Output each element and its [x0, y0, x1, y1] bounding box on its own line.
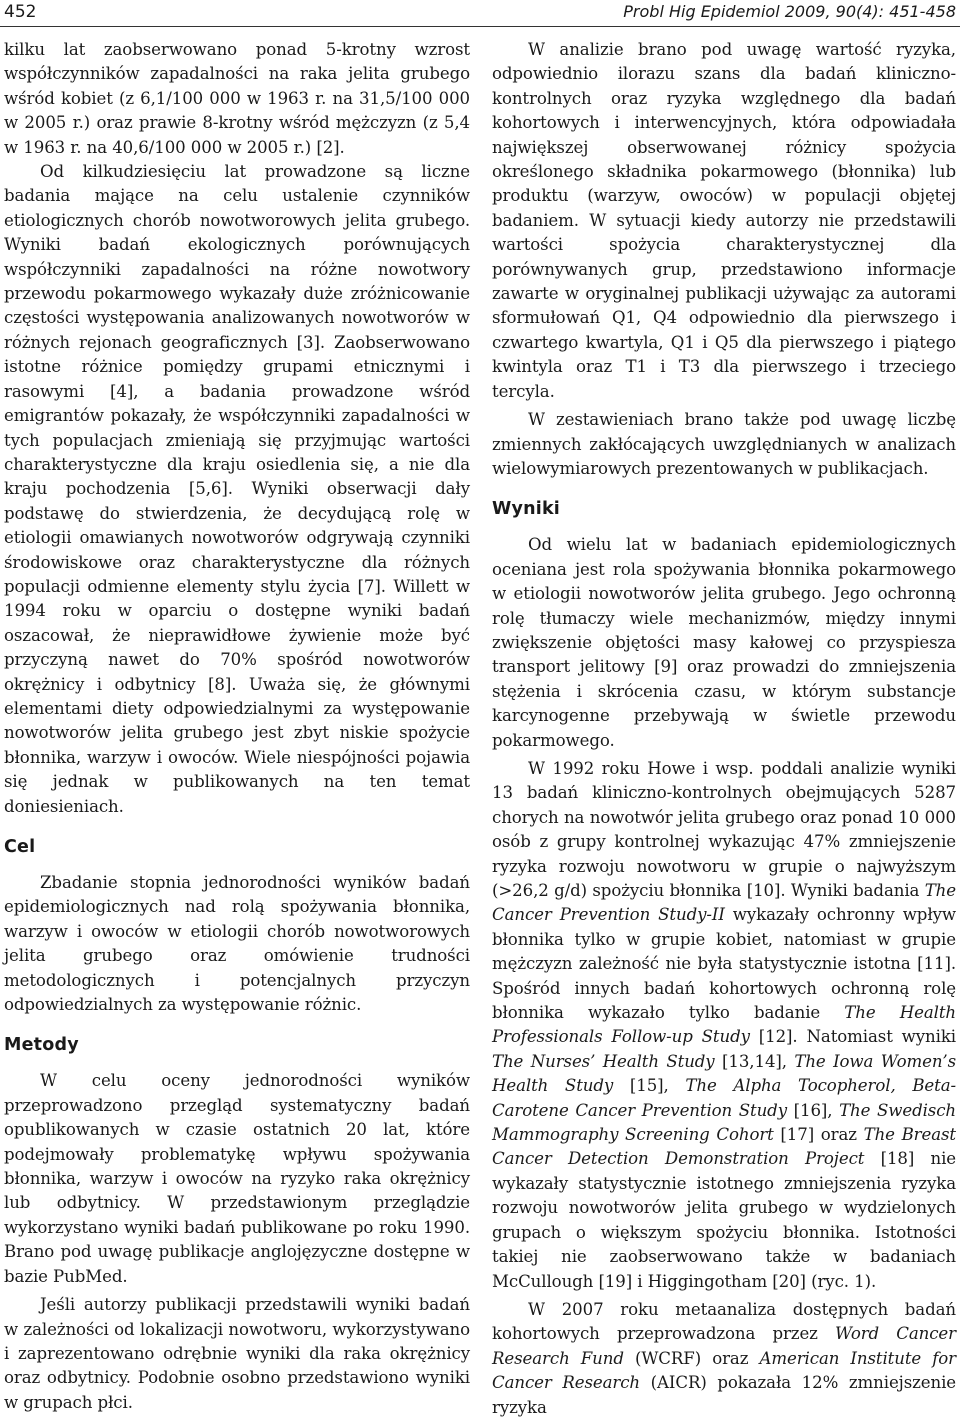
text-run: [17] oraz [773, 1125, 864, 1145]
paragraph-wyniki-1: Od wielu lat w badaniach epidemiologicznych oceniana jest rola spożywania błonnika pokarmowego w etiologii nowotworów jelita grubego. Jego ochronną rolę tłumaczy wiele mechanizmów, między innymi zwiększenie objętości masy kałowej co przyspiesza transport jelitowy [9] oraz prowadzi do zmniejszenia stężenia i skrócenia czasu, w którym substancje karcynogenne przebywają w świetle przewodu pokarmowego. [492, 535, 956, 750]
section-heading-metody: Metody [4, 1035, 79, 1056]
section-heading-cel: Cel [4, 837, 36, 857]
paragraph-cel: Zbadanie stopnia jednorodności wyników badań epidemiologicznych nad rolą spożywania błonnika, warzyw i owoców w etiologii chorób nowotworowych jelita grubego oraz omówienie trudności metodologicznych i potencjalnych przyczyn odpowiedzialnych za występowanie różnic. [4, 873, 470, 1015]
paragraph-metody-2: Jeśli autorzy publikacji przedstawili wyniki badań w zależności od lokalizacji nowotworu, wykorzystywano i zaprezentowano odrębnie wyniki dla raka okrężnicy oraz odbytnicy. Podobnie osobno przedstawiono wyniki w grupach płci. [4, 1295, 470, 1412]
text-run: (WCRF) oraz [623, 1348, 760, 1368]
left-column [4, 38, 470, 1415]
right-column [492, 38, 956, 1420]
text-run: [12]. Natomiast wyniki [749, 1027, 956, 1047]
paragraph-etiology: Od kilkudziesięciu lat prowadzone są liczne badania mające na celu ustalenie czynników etiologicznych chorób nowotworowych jelita grubego. Wyniki badań ekologicznych porównujących współczynniki zapadalności na różne nowotwory przewodu pokarmowego wykazały duże zróżnicowanie częstości występowania analizowanych nowotworów w różnych rejonach geograficznych [3]. Zaobserwowano istotne różnice pomiędzy grupami etnicznymi i rasowymi [4], a badania prowadzone wśród emigrantów pokazały, że współczynniki zapadalności w tych populacjach zmieniają się przyjmując wartości charakterystyczne dla kraju osiedlenia się, a nie dla kraju pochodzenia [5,6]. Wyniki obserwacji dały podstawę do stwierdzenia, że decydującą rolę w etiologii omawianych nowotworów odgrywają czynniki środowiskowe oraz charakterystyczne dla różnych populacji odmienne elementy stylu życia [7]. Willett w 1994 roku w oparciu o dostępne wyniki badań oszacował, że nieprawidłowe żywienie może być przyczyną nawet do 70% spośród nowotworów okrężnicy i odbytnicy [8]. Uważa się, że głównymi elementami diety odpowiedzialnymi za występowanie nowotworów jelita grubego jest zbyt niskie spożycie błonnika, warzyw i owoców. Wiele niespójności pojawia się jednak w publikowanych na ten temat doniesieniach. [4, 162, 470, 816]
paragraph-metody-1: W celu oceny jednorodności wyników przeprowadzono przegląd systematyczny badań opublikowanych w czasie ostatnich 20 lat, które podejmowały problematykę wpływu spożywania błonnika, warzyw i owoców na ryzyko raka okrężnicy lub odbytnicy. W przedstawionym przeglądzie wykorzystano wyniki badań publikowane po roku 1990. Brano pod uwagę publikacje anglojęzyczne dostępne w bazie PubMed. [4, 1071, 470, 1286]
page-number: 452 [4, 2, 37, 22]
study-name: The Alpha Tocopherol, Beta-Carotene Cancer Prevention Study [492, 1076, 956, 1120]
text-run: W 1992 roku Howe i wsp. poddali analizie wyniki 13 badań kliniczno-kontrolnych obejmujących 5287 chorych na nowotwór jelita grubego oraz ponad 10 000 osób z grupy kontrolnej wykazując 47% zmniejszenie ryzyka rozwoju nowotworu w grupie o najwyższym (>26,2 g/d) spożyciu błonnika [10]. Wyniki badania [492, 758, 956, 900]
paragraph-intro-continued: kilku lat zaobserwowano ponad 5-krotny wzrost współczynników zapadalności na raka jelita grubego wśród kobiet (z 6,1/100 000 w 1963 r. na 31,5/100 000 w 2005 r.) oraz prawie 8-krotny wśród mężczyzn (z 5,4 w 1963 r. na 40,6/100 000 w 2005 r.) [2]. [4, 40, 470, 157]
text-run: [18] nie wykazały statystycznie istotnego zmniejszenia ryzyka rozwoju nowotworów jelita grubego w wydzielonych grupach o większym spożyciu błonnika. Istotności takiej nie zaobserwowano także w badaniach McCullough [19] i Higgingotham [20] (ryc. 1). [492, 1149, 956, 1291]
text-run: wykazały ochronny wpływ błonnika tylko w grupie kobiet, natomiast w grupie mężczyzn zależność nie była statystycznie istotna [11]. Spośród innych badań kohortowych ochronną rolę błonnika wykazało tylko badanie [492, 905, 956, 1023]
paragraph-confounders: W zestawieniach brano także pod uwagę liczbę zmiennych zakłócających uwzględnianych w analizach wielowymiarowych prezentowanych w publikacjach. [492, 410, 956, 478]
paragraph-wyniki-3 [492, 1298, 956, 1420]
organization-name: Word Cancer Research Fund [492, 1324, 956, 1368]
text-run: [16], [786, 1100, 840, 1120]
text-run: [13,14], [714, 1051, 795, 1071]
organization-name: American Institute for Cancer Research [492, 1348, 956, 1393]
section-heading-wyniki: Wyniki [492, 499, 561, 520]
text-run: [15], [613, 1076, 686, 1096]
paragraph-wyniki-2 [492, 757, 956, 1294]
study-name: The Cancer Prevention Study-II [492, 881, 956, 925]
study-name: The Nurses’ Health Study [492, 1051, 715, 1071]
study-name: The Swedisch Mammography Screening Cohort [492, 1100, 956, 1145]
text-run: (AICR) pokazała 12% zmniejszenie ryzyka [492, 1373, 956, 1417]
study-name: The Iowa Women’s Health Study [492, 1051, 956, 1096]
journal-citation: Probl Hig Epidemiol 2009, 90(4): 451-458 [623, 2, 956, 21]
study-name: The Breast Cancer Detection Demonstration Project [492, 1125, 957, 1169]
paragraph-analysis: W analizie brano pod uwagę wartość ryzyka, odpowiednio ilorazu szans dla badań kliniczno-kontrolnych oraz ryzyka względnego dla badań kohortowych i interwencyjnych, która odpowiadała największej obserwowanej różnicy spożycia określonego składnika pokarmowego (błonnika) lub produktu (warzyw, owoców) w populacji objętej badaniem. W sytuacji kiedy autorzy nie przedstawili wartości spożycia charakterystycznej dla porównywanych grup, przedstawiono informacje zawarte w oryginalnej publikacji używając za autorami sformułowań Q1, Q4 odpowiednio dla pierwszego i czwartego kwartyla, Q1 i Q5 dla pierwszego i piątego kwintyla oraz T1 i T3 dla pierwszego i trzeciego tercyla. [492, 40, 956, 401]
text-run: W 2007 roku metaanaliza dostępnych badań kohortowych przeprowadzona przez [492, 1299, 956, 1344]
running-header [0, 0, 960, 27]
study-name: The Health Professionals Follow-up Study [492, 1003, 956, 1047]
